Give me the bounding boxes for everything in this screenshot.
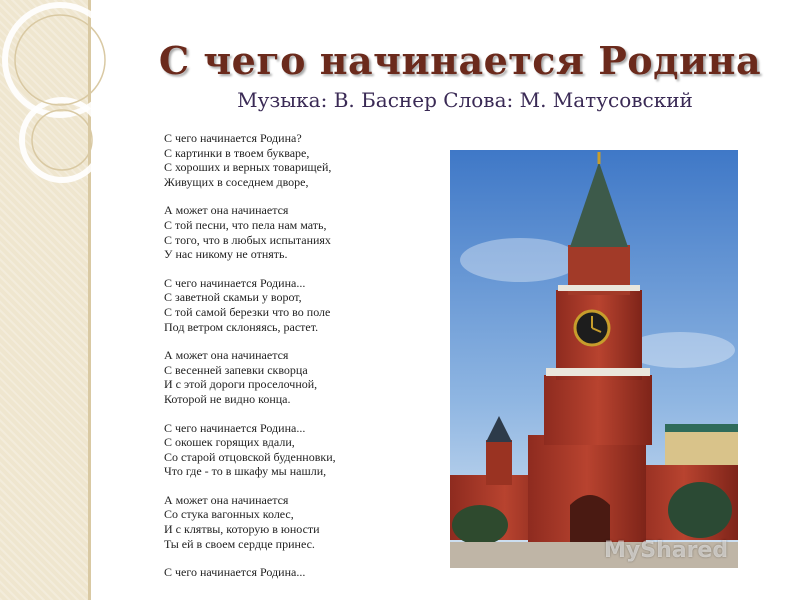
lyrics-line: Живущих в соседнем дворе, (164, 174, 309, 189)
stanza-7 (164, 565, 454, 580)
lyrics-text (164, 131, 454, 594)
lyrics-line: А может она начинается (164, 492, 289, 507)
lyrics-line: С картинки в твоем букваре, (164, 145, 310, 160)
lyrics-line: А может она начинается (164, 348, 289, 363)
lyrics-line: И с клятвы, которую в юности (164, 522, 320, 537)
lyrics-line: Что где - то в шкафу мы нашли, (164, 464, 327, 479)
lyrics-line: Ты ей в своем сердце принес. (164, 536, 315, 551)
lyrics-line: Со стука вагонных колес, (164, 507, 294, 522)
stanza-2 (164, 203, 454, 261)
stanza-4 (164, 348, 454, 406)
stanza-6 (164, 493, 454, 551)
lyrics-line: И с этой дороги проселочной, (164, 377, 318, 392)
lyrics-line: Со старой отцовской буденновки, (164, 449, 336, 464)
lyrics-line: У нас никому не отнять. (164, 247, 288, 262)
lyrics-line: Под ветром склоняясь, растет. (164, 319, 319, 334)
lyrics-line: С заветной скамьи у ворот, (164, 290, 302, 305)
kremlin-tower-photo (450, 150, 738, 568)
lyrics-line: С чего начинается Родина? (164, 131, 302, 145)
lyrics-line: С окошек горящих вдали, (164, 435, 295, 450)
lyrics-line: С той песни, что пела нам мать, (164, 217, 327, 232)
lyrics-line: С чего начинается Родина... (164, 565, 306, 580)
stanza-5 (164, 421, 454, 479)
lyrics-line: Которой не видно конца. (164, 391, 291, 406)
lyrics-line: С чего начинается Родина... (164, 275, 306, 290)
stanza-1 (164, 131, 454, 189)
stanza-3 (164, 276, 454, 334)
lyrics-line: С весенней запевки скворца (164, 362, 308, 377)
page-title: С чего начинается Родина (158, 38, 762, 83)
circle-ornament (0, 0, 140, 220)
lyrics-line: С хороших и верных товарищей, (164, 160, 332, 175)
lyrics-line: С того, что в любых испытаниях (164, 232, 331, 247)
myshared-watermark: MyShared (604, 538, 729, 563)
page-subtitle: Музыка: В. Баснер Слова: М. Матусовский (237, 88, 693, 112)
lyrics-line: А может она начинается (164, 203, 289, 218)
lyrics-line: С той самой березки что во поле (164, 304, 331, 319)
lyrics-line: С чего начинается Родина... (164, 420, 306, 435)
